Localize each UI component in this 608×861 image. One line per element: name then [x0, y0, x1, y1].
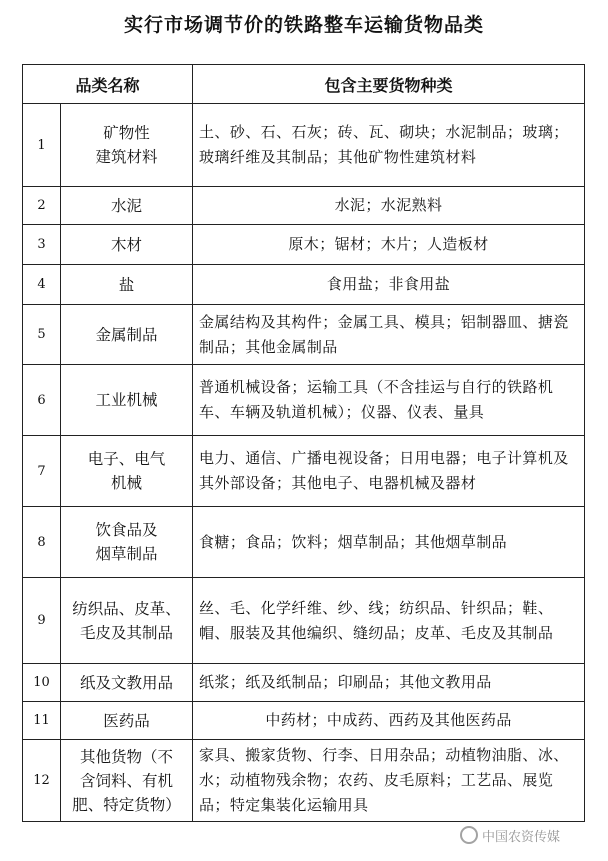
table-row: [23, 104, 585, 187]
goods-types: 丝、毛、化学纤维、纱、线；纺织品、针织品；鞋、帽、服装及其他编织、缝纫品；皮革、毛皮及其制品: [193, 578, 585, 664]
table-row: [23, 187, 585, 225]
category-name-line: 肥、特定货物）: [72, 795, 181, 814]
wechat-logo-icon: [460, 826, 478, 844]
goods-types: 纸浆；纸及纸制品；印刷品；其他文教用品: [193, 664, 585, 702]
category-name-line: 饮食品及: [95, 521, 158, 539]
table-row: [23, 265, 585, 305]
category-name: [61, 365, 193, 436]
watermark: [460, 826, 560, 845]
header-category-name: 品类名称: [23, 65, 193, 104]
category-name-line: 机械: [111, 474, 143, 492]
category-name-line: 纺织品、皮革、: [72, 599, 181, 618]
category-name: [61, 265, 193, 305]
row-number: 9: [23, 578, 61, 664]
goods-types: 食糖；食品；饮料；烟草制品；其他烟草制品: [193, 507, 585, 578]
goods-types: 家具、搬家货物、行李、日用杂品；动植物油脂、冰、水；动植物残余物；农药、皮毛原料；工艺品、展览品；特定集装化运输用具: [193, 740, 585, 822]
table-header-row: [23, 65, 585, 104]
category-name: [61, 507, 193, 578]
category-name: [61, 187, 193, 225]
row-number: 5: [23, 305, 61, 365]
category-name: [61, 436, 193, 507]
category-name-line: 医药品: [103, 711, 150, 730]
category-name-line: 建筑材料: [95, 148, 158, 166]
row-number: 1: [23, 104, 61, 187]
category-name: [61, 305, 193, 365]
category-name-line: 矿物性: [103, 124, 150, 142]
goods-types: 土、砂、石、石灰；砖、瓦、砌块；水泥制品；玻璃；玻璃纤维及其制品；其他矿物性建筑材料: [193, 104, 585, 187]
table-row: [23, 507, 585, 578]
goods-types: 原木；锯材；木片；人造板材: [193, 225, 585, 265]
header-goods-types: 包含主要货物种类: [193, 65, 585, 104]
row-number: 8: [23, 507, 61, 578]
row-number: 7: [23, 436, 61, 507]
table-row: [23, 664, 585, 702]
category-name-line: 毛皮及其制品: [80, 623, 174, 642]
row-number: 6: [23, 365, 61, 436]
table-row: [23, 436, 585, 507]
category-name-line: 纸及文教用品: [80, 673, 174, 692]
goods-types: 金属结构及其构件；金属工具、模具；铝制器皿、搪瓷制品；其他金属制品: [193, 305, 585, 365]
goods-types: 电力、通信、广播电视设备；日用电器；电子计算机及其外部设备；其他电子、电器机械及器材: [193, 436, 585, 507]
page-title: 实行市场调节价的铁路整车运输货物品类: [123, 14, 484, 36]
category-name-line: 工业机械: [95, 391, 158, 409]
row-number: 10: [23, 664, 61, 702]
goods-types: 普通机械设备；运输工具（不含挂运与自行的铁路机车、车辆及轨道机械）；仪器、仪表、量具: [193, 365, 585, 436]
category-name-line: 木材: [111, 235, 143, 254]
category-name-line: 水泥: [111, 196, 143, 215]
category-name: [61, 664, 193, 702]
row-number: 2: [23, 187, 61, 225]
goods-types: 中药材；中成药、西药及其他医药品: [193, 702, 585, 740]
table-row: [23, 225, 585, 265]
category-name: [61, 578, 193, 664]
table-row: [23, 740, 585, 822]
category-name: [61, 702, 193, 740]
category-name-line: 盐: [118, 275, 135, 294]
goods-types: 水泥；水泥熟料: [193, 187, 585, 225]
table-row: [23, 365, 585, 436]
category-name-line: 烟草制品: [95, 545, 158, 563]
category-name-line: 电子、电气: [87, 450, 166, 468]
watermark-text: 中国农资传媒: [482, 830, 561, 845]
category-name: [61, 104, 193, 187]
category-name-line: 含饲料、有机: [80, 771, 174, 790]
category-name: [61, 225, 193, 265]
category-name: [61, 740, 193, 822]
table-row: [23, 305, 585, 365]
goods-category-table: [22, 64, 585, 822]
row-number: 11: [23, 702, 61, 740]
row-number: 4: [23, 265, 61, 305]
table-row: [23, 702, 585, 740]
row-number: 12: [23, 740, 61, 822]
category-name-line: 其他货物（不: [80, 747, 174, 766]
row-number: 3: [23, 225, 61, 265]
table-row: [23, 578, 585, 664]
category-name-line: 金属制品: [95, 325, 158, 344]
goods-types: 食用盐；非食用盐: [193, 265, 585, 305]
